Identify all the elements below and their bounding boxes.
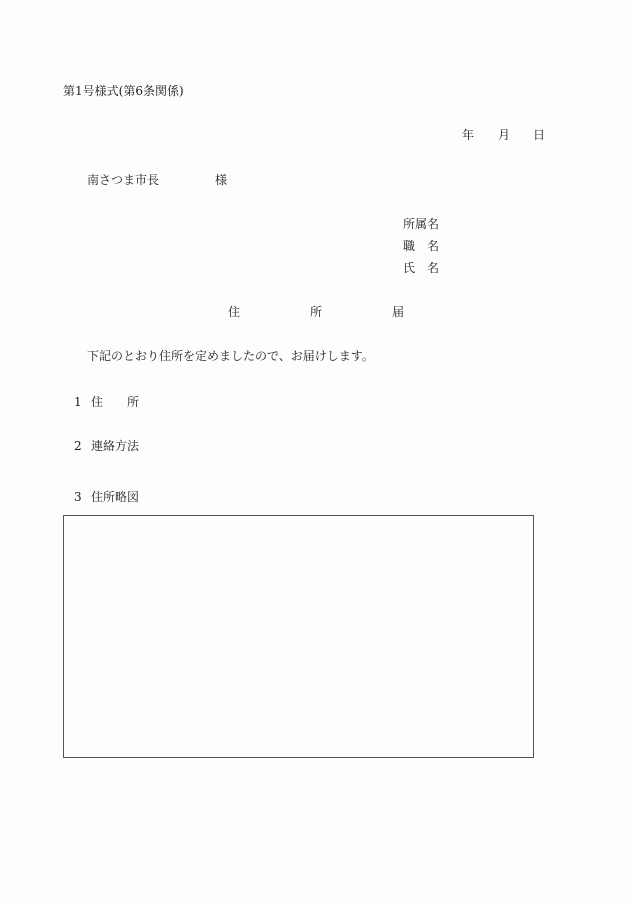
address-map-box <box>63 515 534 758</box>
form-number: 第1号様式(第6条関係) <box>63 84 184 98</box>
item-3-number: 3 <box>74 490 82 504</box>
position-label-1: 職 <box>403 239 416 253</box>
title-char-1: 住 <box>228 305 241 319</box>
date-day: 日 <box>533 128 546 142</box>
name-label-1: 氏 <box>403 261 416 275</box>
addressee-name: 南さつま市長 <box>87 173 160 187</box>
item-1-label-2: 所 <box>127 395 140 409</box>
position-label-2: 名 <box>427 239 440 253</box>
title-char-2: 所 <box>310 305 323 319</box>
date-year: 年 <box>462 128 475 142</box>
addressee-honorific: 様 <box>215 173 228 187</box>
item-1-number: 1 <box>74 395 82 409</box>
date-month: 月 <box>498 128 511 142</box>
item-2-label: 連絡方法 <box>91 439 140 453</box>
intro-text: 下記のとおり住所を定めましたので、お届けします。 <box>87 349 374 363</box>
title-char-3: 届 <box>392 305 405 319</box>
affiliation-label: 所属名 <box>403 217 440 231</box>
item-1-label-1: 住 <box>91 395 104 409</box>
name-label-2: 名 <box>427 261 440 275</box>
item-3-label: 住所略図 <box>91 490 140 504</box>
item-2-number: 2 <box>74 439 82 453</box>
